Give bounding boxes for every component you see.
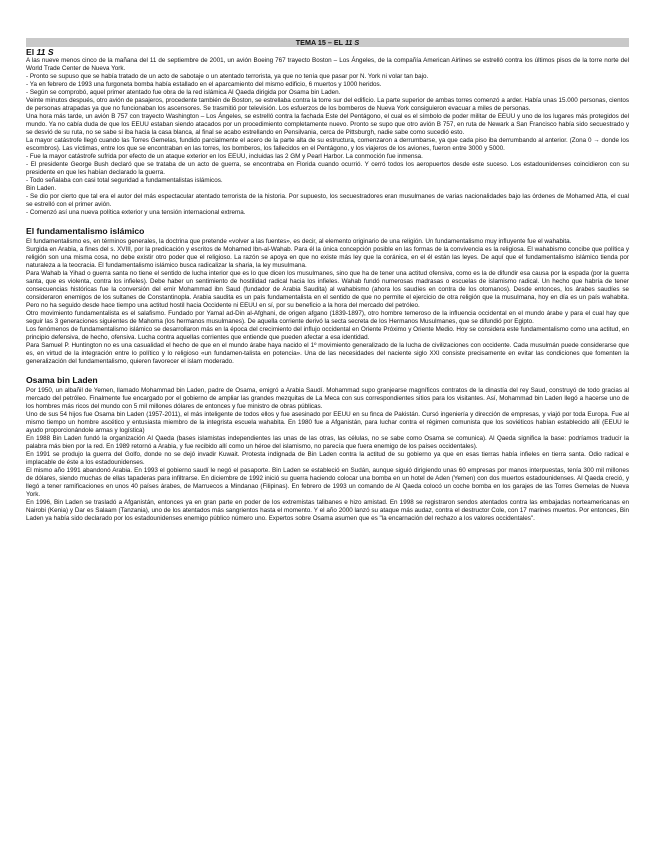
bullet-item: - El presidente George Bush declaró que se trataba de un acto de guerra, se encontraba en Florida cuando ocurrió. Y cerró todos los aeropuertos desde este suceso. Los estadounidenses coincidieron con su presidente en que les habían declarado la guerra. [26,161,629,176]
paragraph: El mismo año 1991 abandonó Arabia. En 1993 el gobierno saudí le negó el pasaporte. Bin Laden se estableció en Sudán, aunque siguió dirigiendo unas 60 empresas por manos interpuestas, tenía 300 mil millones de dólares, siendo muchas de ellas tapaderas para infiltrarse. En diciembre de 1992 inició su guerra haciendo colocar una bomba en un hotel de Aden (Yemen) con dos muertos estadounidenses. Al Qaeda creció, y llegó a tener ramificaciones en unos 40 países árabes, de Marruecos a Mindanao (Filipinas). En febrero de 1993 un comando de Al Qaeda colocó un coche bomba en los garajes de las Torres Gemelas de Nueva York. [26,467,629,498]
paragraph: A las nueve menos cinco de la mañana del 11 de septiembre de 2001, un avión Boeing 767 trayecto Boston – Los Ángeles, de la compañía American Airlines se estrelló contra los últimos pisos de la torre norte del World Trade Center de Nueva York. [26,57,629,72]
paragraph: Surgida en Arabia, a fines del s. XVIII, por la predicación y escritos de Mohamed Ibn-al-Wahab. Para él la única concepción posible en las formas de la convivencia es la religiosa. El wahabismo concibe que política y religión son una misma cosa, no debe existir otro poder que el religioso. La razón se apoya en que no existe más ley que la coránica, en el él están las leyes. De aquí que el fundamentalismo islámico tienda por naturaleza a la teocracia. El fundamentalismo islámico busca radicalizar la sharia, la ley musulmana. [26,246,629,269]
paragraph: En 1996, Bin Laden se trasladó a Afganistán, entonces ya en gran parte en poder de los extremistas talibanes e hizo amistad. En 1998 se registraron sendos atentados contra las embajadas norteamericanas en Nairobi (Kenia) y Dar es Salaam (Tanzania), uno de los atentados más sangrientos hasta el momento. Y el año 2000 lanzó su ataque más audaz, contra el destructor Cole, con 17 marines muertos. Por entonces, Bin Laden ya había sido declarado por los estadounidenses enemigo público número uno. Expertos sobre Osama asumen que es "la encarnación del rechazo a los valores occidentales". [26,499,629,522]
section-osama-body [26,387,629,523]
section-fundamentalismo-body [26,238,629,366]
page-title: TEMA 15 – EL 11 S [26,38,629,47]
paragraph: Por 1950, un albañil de Yemen, llamado Mohammad bin Laden, padre de Osama, emigró a Arabia Saudí. Mohammad supo granjearse magníficos contratos de la dinastía del rey Saud, construyó de todo gracias al mercado del petróleo. Finalmente fue encargado por el gobierno de ampliar las grandes mezquitas de La Meca con sus correspondientes sitios para los visitantes. Así, Mohammad bin Laden llegó a hacerse uno de los hombres más ricos del mundo con 5 mil millones dólares de entonces y fue ministro de obras públicas. [26,387,629,410]
paragraph: Para Samuel P. Huntington no es una casualidad el hecho de que en el mundo árabe haya nacido el 1º movimiento generalizado de la lucha de civilizaciones con occidente. Cada musulmán puede considerarse que es, en virtud de la integración entre lo político y lo religioso «un fundamen-talista en potencia». Una de las necesidades del naciente siglo XXI consiste precisamente en evitar las condiciones que fomenten la generalización del fundamentalismo, quieren favorecer el islam moderado. [26,342,629,365]
section-11s-body [26,57,629,217]
paragraph: Los fenómenos de fundamentalismo islámico se desarrollaron más en la época del crecimiento del influjo occidental en Oriente Próximo y Oriente Medio. Hoy se considera este fundamentalismo como una actitud, en principio defensiva, de hecho, ofensiva. Lucha contra aquellas corrientes que entiende que pueden afectar a esa identidad. [26,326,629,341]
paragraph: Veinte minutos después, otro avión de pasajeros, procedente también de Boston, se estrellaba contra la torre sur del edificio. La parte superior de ambas torres comenzó a arder. Había unas 15.000 personas, cientos de personas atrapadas ya que no funcionaban los ascensores. Se trasmitió por televisión. Los esfuerzos de los bomberos de Nueva York consiguieron evacuar a miles de personas. [26,97,629,112]
paragraph: En 1991 se produjo la guerra del Golfo, donde no se dejó invadir Kuwait. Protesta indignada de Bin Laden contra la actitud de su gobierno ya que en esas tierras había infieles en tierra santa. Odio radical e implacable de éste a los estadounidenses. [26,451,629,466]
bullet-item: - Comenzó así una nueva política exterior y una tensión internacional extrema. [26,209,246,216]
document-page [26,38,629,523]
paragraph: El fundamentalismo es, en términos generales, la doctrina que pretende «volver a las fuentes», es decir, al elemento originario de una religión. Un fundamentalismo muy influyente fue el wahabita. [26,238,572,245]
bullet-item: - Ya en febrero de 1993 una furgoneta bomba había estallado en el aparcamiento del mismo edificio, 6 muertos y 1000 heridos. [26,81,382,88]
bullet-item: - Según se comprobó, aquel primer atentado fue obra de la red islámica Al Qaeda dirigida por Osama bin Laden. [26,89,341,96]
paragraph: En 1988 Bin Laden fundó la organización Al Qaeda (bases islamistas independientes las unas de las otras, las células, no se sabe como Osama se comunica). Al Qaeda significa la base: podríamos traducir la palabra más bien por la red. En 1989 retornó a Arabia, y fue recibido allí como un héroe del islamismo, no parecía que fuera enemigo de los países occidentales). [26,435,629,450]
paragraph: Otro movimiento fundamentalista es el salafismo. Fundado por Yamal ad-Din al-Afghani, de origen afgano (1839-1897), otro hombre temeroso de la influencia occidental en el mundo árabe y para el cual hay que seguir las 3 generaciones siguientes de Mahoma (los hermanos musulmanes). De aquella corriente derivó la secta secreta de los Hermanos Musulmanes, que se difundió por Egipto. [26,310,629,325]
paragraph: Bin Laden. [26,185,57,192]
section-heading-fundamentalismo: El fundamentalismo islámico [26,226,145,236]
paragraph: Para Wahab la Yihad o guerra santa no tiene el sentido de lucha interior que es lo que dicen los musulmanes, sino que ha de tener una actitud ofensiva, como es la de difundir esa causa por la espada (por la guerra santa, que es violenta, contra los infieles). Debe haber un sentimiento de hostilidad radical hacia los infieles. Wahab fundó numerosas madrasas o escuelas de islamismo radical. Un hecho que habría de tener consecuencias históricas fue la conversión del emir Mohammad ibn Saud (fundador de Arabia Saudita) al wahabismo (ahora los saudíes en contra de los otomanos). Desde entonces, los árabes saudíes se consideraron enemigos de los sultanes de Constantinopla. Arabia saudita es un país fundamentalista en el sentido de que no permite el ejercicio de otra religión que la musulmana, hoy en día es un país wahabita. Pero no ha seguido desde hace tiempo una actitud hostil hacia Occidente ni EEUU en sí, por su beneficio a la hora del mercado del petróleo. [26,270,629,309]
section-heading-osama: Osama bin Laden [26,375,98,385]
paragraph: Una hora más tarde, un avión B 757 con trayecto Washington – Los Ángeles, se estrelló contra la fachada Este del Pentágono, el cual es el símbolo de poder militar de EEUU y uno de los lugares más protegidos del mundo. Ya no cabía duda de que los EEUU estaban siendo atacados por un procedimiento completamente nuevo. Pronto se supo que otro avión B 757, en ruta de Newark a San Francisco había sido secuestrado y se desvió de su ruta, no se sabe si iba hacia la casa blanca, al final se acabo estrellando en Pensilvania, cerca de Pittsburgh, nadie sabe como sucedió esto. [26,113,629,136]
bullet-item: - Todo señalaba con casi total seguridad a fundamentalistas islámicos. [26,177,223,184]
bullet-item: - Se dio por cierto que tal era el autor del más espectacular atentado terrorista de la historia. Por supuesto, los secuestradores eran musulmanes de varias nacionalidades bajo las órdenes de Mohamed Atta, el cual se estrelló con el primer avión. [26,193,629,208]
section-heading-11s: El 11 S [26,47,54,57]
bullet-item: - Fue la mayor catástrofe sufrida por efecto de un ataque exterior en los EEUU, incluidas las 2 GM y Pearl Harbor. La conmoción fue inmensa. [26,153,423,160]
bullet-item: - Pronto se supuso que se había tratado de un acto de sabotaje o un atentado terrorista, ya que no tenía que pasar por N. York ni volar tan bajo. [26,73,429,80]
paragraph: Uno de sus 54 hijos fue Osama bin Laden (1957-2011), el más inteligente de todos ellos y fue asesinado por EEUU en su finca de Pakistán. Cursó ingeniería y dirección de empresas, y viajó por toda Europa. Fue al mismo tiempo un hombre ascético y entusiasta miembro de la integrista escuela wahabita. En 1980 fue a Afganistán, para luchar contra el régimen comunista que los soviéticos habían establecido allí (EEUU le ayudo proporcionándole armas y logística) [26,411,629,434]
paragraph: La mayor catástrofe llegó cuando las Torres Gemelas, fundido parcialmente el acero de la parte alta de su estructura, comenzaron a derrumbarse, ya que cada piso iba derrumbando al anterior. (Zona 0 → donde los escombros). Las víctimas, entre los que se encontraban en las torres, los bomberos, los fallecidos en el Pentágono, y los viajeros de los aviones, fueron entre 3000 y 5000. [26,137,629,152]
